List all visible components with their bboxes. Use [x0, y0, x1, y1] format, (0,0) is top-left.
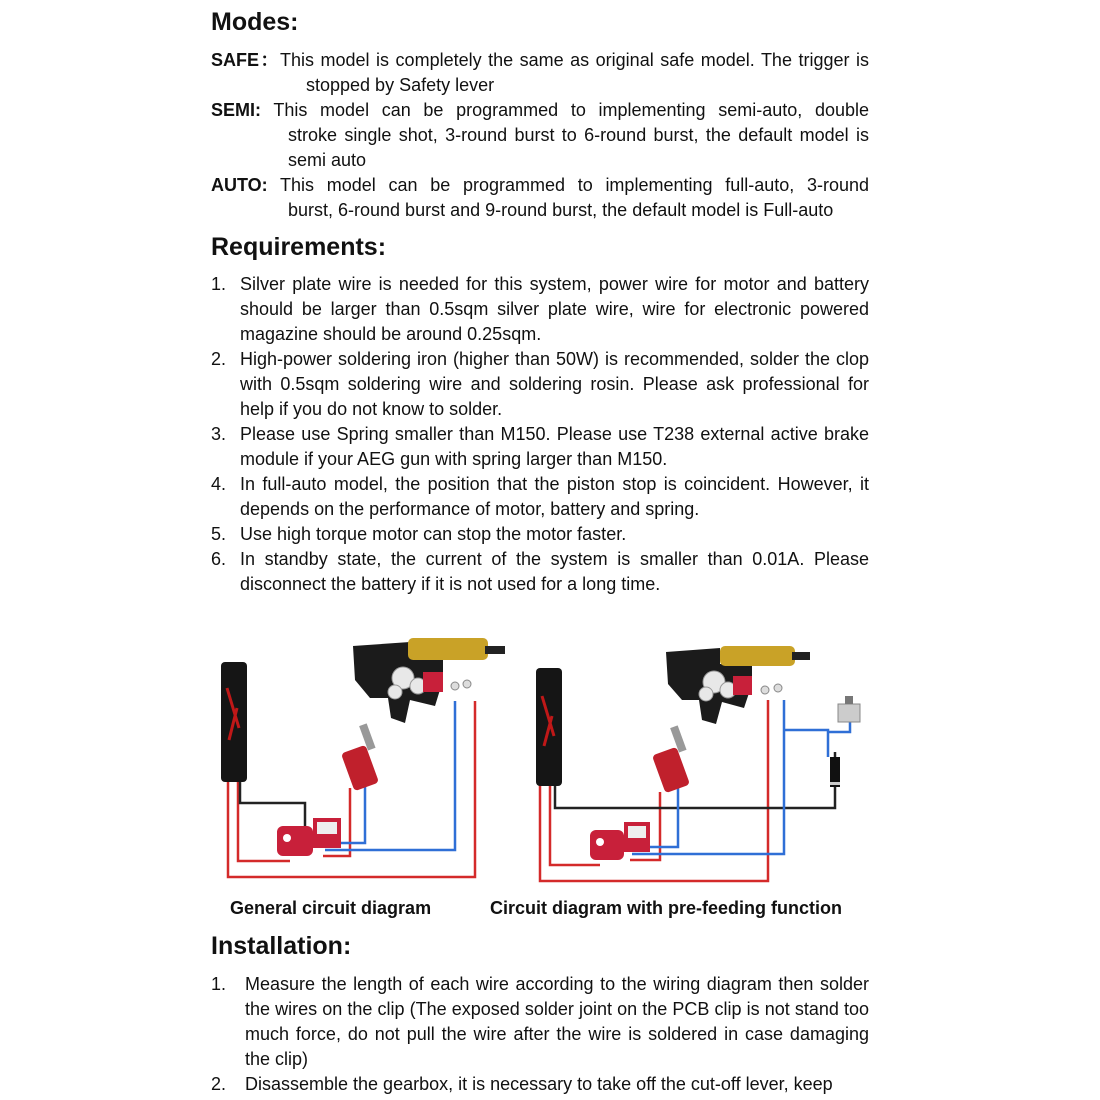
general-circuit-diagram — [205, 628, 510, 888]
mode-text: This model can be programmed to implementing full-auto, 3-round — [267, 175, 869, 195]
item-number: 2. — [211, 1074, 227, 1094]
mode-safe — [211, 48, 869, 98]
diode-icon — [830, 757, 840, 787]
list-item — [211, 272, 869, 347]
item-number: 2. — [211, 349, 227, 369]
list-item — [211, 1072, 869, 1097]
list-item — [211, 972, 869, 1072]
mode-text-cont: burst, 6-round burst and 9-round burst, the default model is Full-auto — [288, 200, 834, 220]
installation-list — [211, 972, 869, 1097]
mode-label: AUTO: — [211, 175, 268, 195]
list-item — [211, 472, 869, 522]
gearbox-icon — [666, 646, 810, 724]
battery-icon — [221, 662, 247, 782]
list-item — [211, 522, 869, 547]
item-text: Measure the length of each wire according to the wiring diagram then solder the wires on the clip (The exposed solder joint on the PCB clip is not stand too much force, do not pull the wire after the wire is soldered in case damaging the clip) — [245, 974, 869, 1069]
battery-icon — [536, 668, 562, 786]
item-text: Please use Spring smaller than M150. Please use T238 external active brake module if your AEG gun with spring larger than M150. — [240, 424, 869, 469]
mode-text-cont: stopped by Safety lever — [306, 75, 495, 95]
item-number: 1. — [211, 274, 227, 294]
modes-heading: Modes: — [211, 8, 299, 36]
item-text: In full-auto model, the position that the piston stop is coincident. However, it depends on the performance of motor, battery and spring. — [240, 474, 869, 519]
gearbox-icon — [353, 638, 505, 723]
prefeed-diagram-caption: Circuit diagram with pre-feeding function — [490, 898, 843, 918]
list-item — [211, 422, 869, 472]
item-number: 3. — [211, 424, 227, 444]
mode-semi — [211, 98, 869, 173]
mode-text: This model can be programmed to implementing semi-auto, double — [261, 100, 869, 120]
item-text: Disassemble the gearbox, it is necessary to take off the cut-off lever, keep — [245, 1074, 833, 1094]
prefeed-circuit-diagram — [530, 632, 875, 892]
mode-text-cont: stroke single shot, 3-round burst to 6-round burst, the default model is semi auto — [288, 125, 869, 170]
item-number: 6. — [211, 549, 227, 569]
list-item — [211, 347, 869, 422]
general-diagram-caption: General circuit diagram — [230, 898, 432, 918]
switch-icon — [838, 696, 860, 722]
requirements-list — [211, 272, 869, 597]
item-number: 4. — [211, 474, 227, 494]
motor-icon — [341, 723, 379, 791]
requirements-heading: Requirements: — [211, 233, 387, 261]
motor-icon — [652, 725, 690, 793]
mode-auto — [211, 173, 869, 223]
item-text: Use high torque motor can stop the motor faster. — [240, 524, 627, 544]
item-text: High-power soldering iron (higher than 50W) is recommended, solder the clop with 0.5sqm soldering wire and soldering rosin. Please ask professional for help if you do not know to solder. — [240, 349, 869, 419]
item-number: 1. — [211, 974, 227, 994]
mode-label: SEMI: — [211, 100, 262, 120]
item-text: In standby state, the current of the system is smaller than 0.01A. Please disconnect the battery if it is not used for a long time. — [240, 549, 869, 594]
list-item — [211, 547, 869, 597]
mode-text: This model is completely the same as original safe model. The trigger is — [280, 50, 869, 70]
mode-label: SAFE： — [211, 50, 281, 70]
item-text: Silver plate wire is needed for this system, power wire for motor and battery should be larger than 0.5sqm silver plate wire, wire for electronic powered magazine should be around 0.25sqm. — [240, 274, 869, 344]
installation-heading: Installation: — [211, 932, 352, 960]
item-number: 5. — [211, 524, 227, 544]
